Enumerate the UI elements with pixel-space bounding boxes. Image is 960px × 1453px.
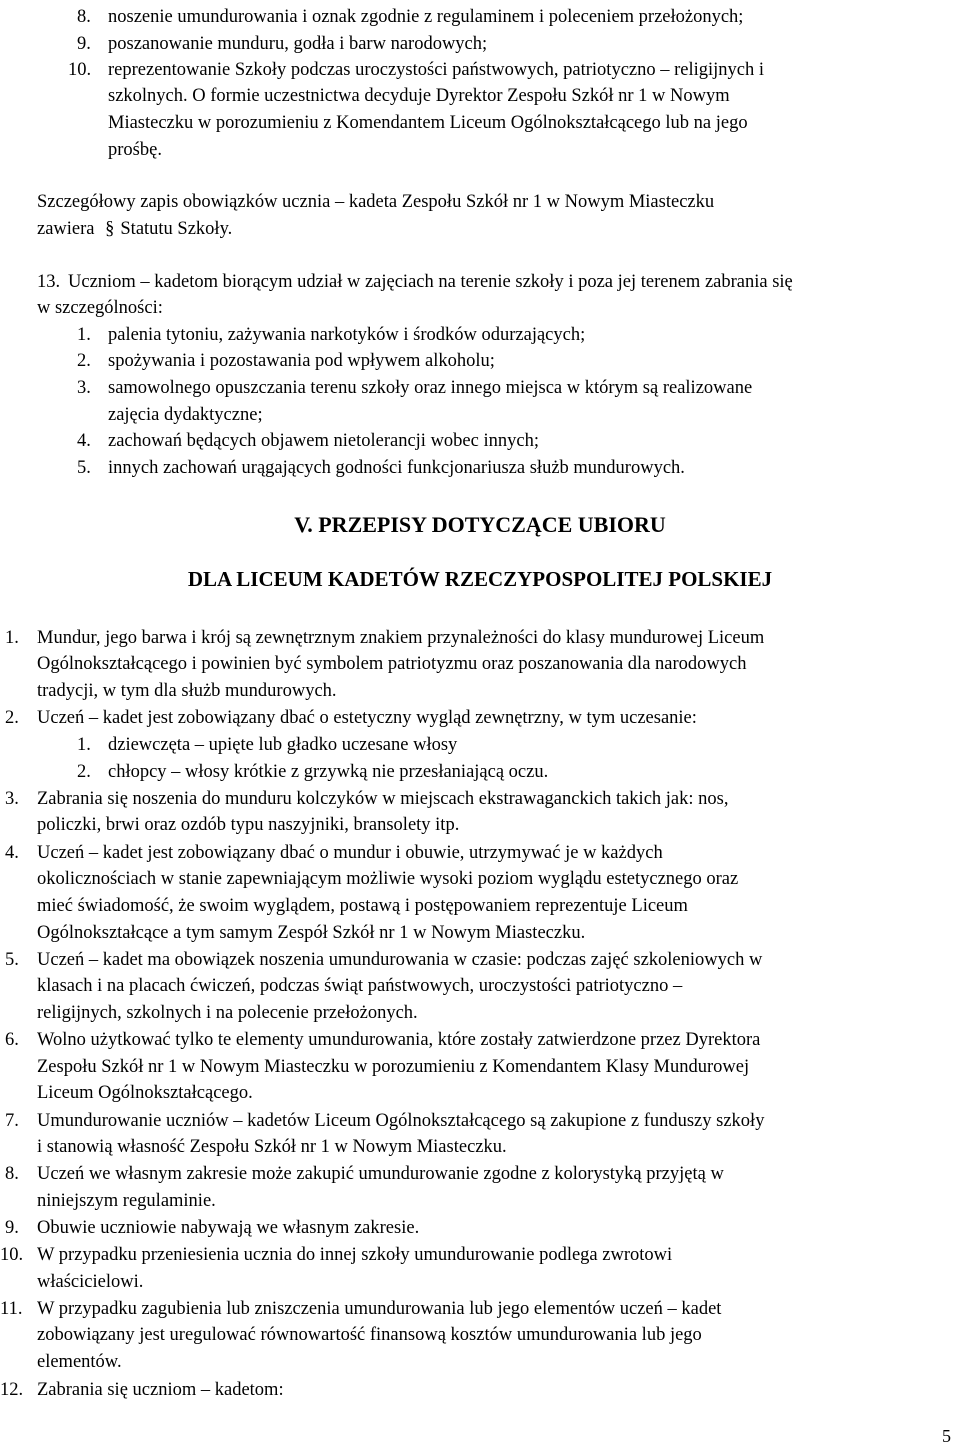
- rule-text: właścicielowi.: [37, 1272, 144, 1292]
- rule-number: 10.: [0, 1245, 24, 1265]
- sub-item-text: spożywania i pozostawania pod wpływem alkoholu;: [108, 351, 495, 371]
- list-number: 9.: [77, 34, 91, 54]
- section-heading: V. PRZEPISY DOTYCZĄCE UBIORU: [294, 512, 666, 537]
- rule-number: 5.: [5, 950, 19, 970]
- rule-text: Uczeń – kadet jest zobowiązany dbać o estetyczny wygląd zewnętrzny, w tym uczesanie:: [37, 708, 697, 728]
- rule-number: 4.: [5, 843, 19, 863]
- hair-rule-number: 2.: [77, 762, 91, 782]
- section-subheading: DLA LICEUM KADETÓW RZECZYPOSPOLITEJ POLSKIEJ: [187, 567, 773, 591]
- list-item-text: szkolnych. O formie uczestnictwa decyduje Dyrektor Zespołu Szkół nr 1 w Nowym: [108, 86, 730, 106]
- sub-item-number: 5.: [77, 458, 91, 478]
- rule-text: W przypadku zagubienia lub zniszczenia umundurowania lub jego elementów uczeń – kadet: [37, 1299, 722, 1319]
- rule-number: 11.: [0, 1299, 23, 1319]
- rule-number: 7.: [5, 1111, 19, 1131]
- list-item-text: noszenie umundurowania i oznak zgodnie z regulaminem i poleceniem przełożonych;: [108, 7, 744, 27]
- point-text: Uczniom – kadetom biorącym udział w zajęciach na terenie szkoły i poza jej terenem zabrania się: [68, 272, 793, 292]
- rule-text: niniejszym regulaminie.: [37, 1191, 216, 1211]
- rule-text: Zabrania się noszenia do munduru kolczyków w miejscach ekstrawaganckich takich jak: nos,: [37, 789, 729, 809]
- sub-item-text: samowolnego opuszczania terenu szkoły oraz innego miejsca w którym są realizowane: [108, 378, 753, 398]
- sub-item-number: 3.: [77, 378, 91, 398]
- rule-text: klasach i na placach ćwiczeń, podczas świąt państwowych, uroczystości patriotyczno –: [37, 976, 683, 996]
- statute-note-text: zawiera: [37, 219, 95, 239]
- sub-item-number: 1.: [77, 325, 91, 345]
- rule-number: 2.: [5, 708, 19, 728]
- rule-text: Zabrania się uczniom – kadetom:: [37, 1380, 284, 1400]
- page-number: 5: [942, 1426, 951, 1446]
- sub-item-text: zajęcia dydaktyczne;: [108, 405, 263, 425]
- rule-text: Uczeń we własnym zakresie może zakupić umundurowanie zgodne z kolorystyką przyjętą w: [37, 1164, 724, 1184]
- section-sign: §: [105, 219, 115, 239]
- list-number: 10.: [68, 60, 92, 80]
- rule-text: Liceum Ogólnokształcącego.: [37, 1083, 253, 1103]
- rule-number: 9.: [5, 1218, 19, 1238]
- rule-text: Uczeń – kadet jest zobowiązany dbać o mundur i obuwie, utrzymywać je w każdych: [37, 843, 663, 863]
- hair-rule-number: 1.: [77, 735, 91, 755]
- point-text: w szczególności:: [37, 298, 163, 318]
- statute-note-text: Statutu Szkoły.: [120, 219, 233, 239]
- rule-text: Uczeń – kadet ma obowiązek noszenia umundurowania w czasie: podczas zajęć szkoleniowych w: [37, 950, 763, 970]
- rule-text: Umundurowanie uczniów – kadetów Liceum Ogólnokształcącego są zakupione z funduszy szkoły: [37, 1111, 765, 1131]
- rule-text: Wolno użytkować tylko te elementy umundurowania, które zostały zatwierdzone przez Dyrektora: [37, 1030, 761, 1050]
- rule-text: religijnych, szkolnych i na polecenie przełożonych.: [37, 1003, 418, 1023]
- rule-text: Ogólnokształcące a tym samym Zespół Szkół nr 1 w Nowym Miasteczku.: [37, 923, 586, 943]
- rule-number: 12.: [0, 1380, 24, 1400]
- sub-item-number: 2.: [77, 351, 91, 371]
- list-number: 8.: [77, 7, 91, 27]
- list-item-text: Miasteczku w porozumieniu z Komendantem Liceum Ogólnokształcącego lub na jego: [108, 113, 748, 133]
- rule-text: elementów.: [37, 1352, 122, 1372]
- rule-text: W przypadku przeniesienia ucznia do innej szkoły umundurowanie podlega zwrotowi: [37, 1245, 673, 1265]
- sub-item-text: innych zachowań urągających godności funkcjonariusza służb mundurowych.: [108, 458, 685, 478]
- rule-text: Ogólnokształcącego i powinien być symbolem patriotyzmu oraz poszanowania dla narodowych: [37, 654, 747, 674]
- sub-item-text: palenia tytoniu, zażywania narkotyków i środków odurzających;: [108, 325, 586, 345]
- rule-text: zobowiązany jest uregulować równowartość finansową kosztów umundurowania lub jego: [37, 1325, 702, 1345]
- rule-number: 6.: [5, 1030, 19, 1050]
- hair-rule-text: chłopcy – włosy krótkie z grzywką nie przesłaniającą oczu.: [108, 762, 549, 782]
- list-item-text: reprezentowanie Szkoły podczas uroczystości państwowych, patriotyczno – religijnych i: [108, 60, 765, 80]
- hair-rule-text: dziewczęta – upięte lub gładko uczesane włosy: [108, 735, 458, 755]
- rule-number: 1.: [5, 628, 19, 648]
- rule-text: mieć świadomość, że swoim wyglądem, postawą i postępowaniem reprezentuje Liceum: [37, 896, 688, 916]
- sub-item-number: 4.: [77, 431, 91, 451]
- rule-text: Obuwie uczniowie nabywają we własnym zakresie.: [37, 1218, 420, 1238]
- rule-text: Mundur, jego barwa i krój są zewnętrznym znakiem przynależności do klasy mundurowej Liceum: [37, 628, 765, 648]
- list-item-text: poszanowanie munduru, godła i barw narodowych;: [108, 34, 488, 54]
- rule-number: 8.: [5, 1164, 19, 1184]
- point-number: 13.: [37, 272, 61, 292]
- statute-note-line: Szczegółowy zapis obowiązków ucznia – kadeta Zespołu Szkół nr 1 w Nowym Miasteczku: [37, 192, 715, 212]
- rule-text: okolicznościach w stanie zapewniającym możliwie wysoki poziom wyglądu estetycznego oraz: [37, 869, 739, 889]
- list-item-text: prośbę.: [108, 140, 162, 160]
- rule-number: 3.: [5, 789, 19, 809]
- sub-item-text: zachowań będących objawem nietolerancji wobec innych;: [108, 431, 539, 451]
- rule-text: i stanowią własność Zespołu Szkół nr 1 w Nowym Miasteczku.: [37, 1137, 507, 1157]
- rule-text: Zespołu Szkół nr 1 w Nowym Miasteczku w porozumieniu z Komendantem Klasy Mundurowej: [37, 1057, 750, 1077]
- statute-note-line: [37, 216, 232, 243]
- rule-text: tradycji, w tym dla służb mundurowych.: [37, 681, 337, 701]
- rule-text: policzki, brwi oraz ozdób typu naszyjniki, bransolety itp.: [37, 815, 460, 835]
